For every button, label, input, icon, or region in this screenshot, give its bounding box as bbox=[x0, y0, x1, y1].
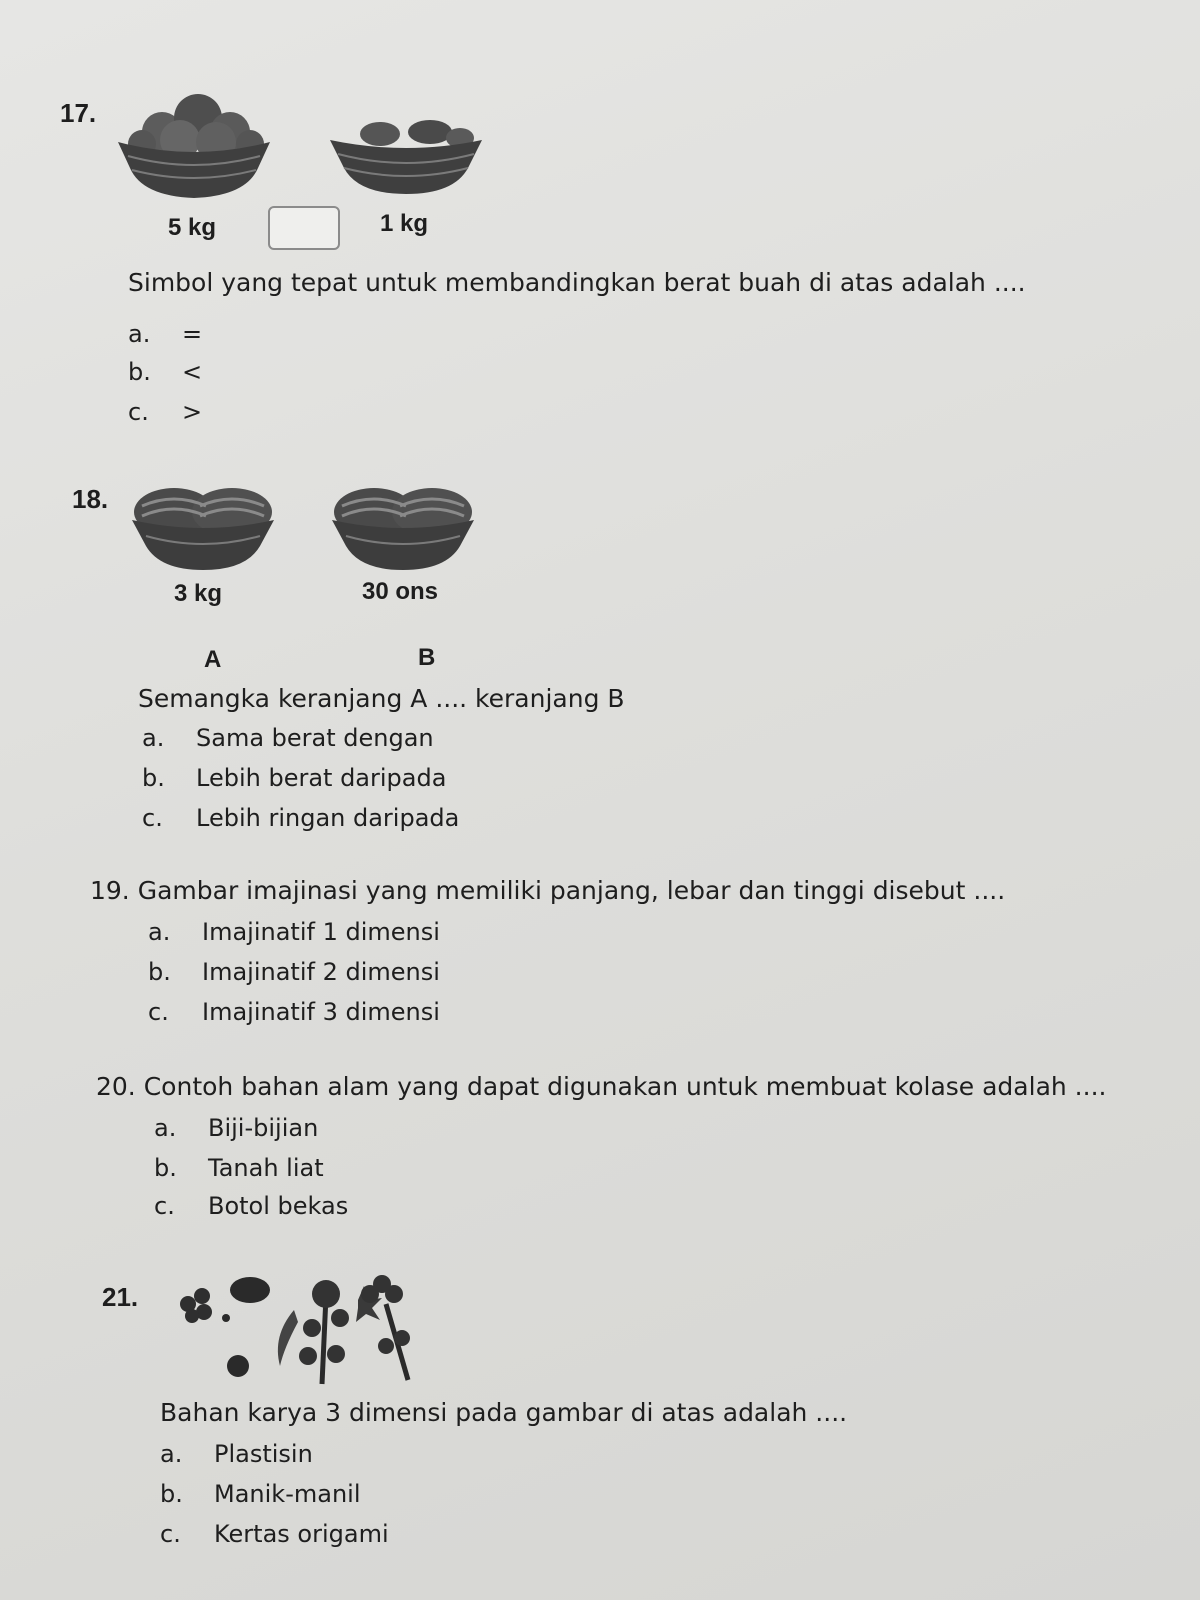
option-letter: a. bbox=[154, 1114, 177, 1142]
question-17-prompt: Simbol yang tepat untuk membandingkan berat buah di atas adalah .... bbox=[128, 268, 1026, 297]
question-17-option-b[interactable] bbox=[128, 358, 202, 386]
option-text: Imajinatif 3 dimensi bbox=[202, 998, 440, 1026]
option-text: Plastisin bbox=[214, 1440, 313, 1468]
basket-b-weight: 30 ons bbox=[362, 578, 439, 605]
question-18-option-a[interactable] bbox=[142, 724, 434, 752]
basket-weight-left: 5 kg bbox=[168, 214, 217, 241]
basket-a-weight: 3 kg bbox=[174, 580, 223, 607]
option-letter: c. bbox=[154, 1192, 175, 1220]
option-letter: c. bbox=[160, 1520, 181, 1548]
option-letter: a. bbox=[160, 1440, 183, 1468]
question-21-option-c[interactable] bbox=[160, 1520, 389, 1548]
question-18-prompt: Semangka keranjang A .... keranjang B bbox=[138, 684, 625, 713]
basket-b-letter: B bbox=[418, 644, 436, 671]
question-21-number: 21. bbox=[102, 1282, 139, 1312]
question-20-option-a[interactable] bbox=[154, 1114, 318, 1142]
question-19-prompt-row bbox=[90, 876, 1005, 905]
question-18-option-b[interactable] bbox=[142, 764, 446, 792]
option-letter: b. bbox=[128, 358, 151, 386]
question-20-prompt: Contoh bahan alam yang dapat digunakan untuk membuat kolase adalah .... bbox=[143, 1072, 1107, 1101]
option-letter: a. bbox=[142, 724, 165, 752]
plasticine-craft-icon bbox=[176, 1276, 422, 1388]
fruit-basket-full-icon bbox=[118, 88, 270, 200]
comparison-answer-box[interactable] bbox=[268, 206, 340, 250]
option-letter: a. bbox=[128, 320, 151, 348]
question-21-option-b[interactable] bbox=[160, 1480, 360, 1508]
option-letter: b. bbox=[148, 958, 171, 986]
basket-a-letter: A bbox=[204, 646, 222, 673]
option-text: Biji-bijian bbox=[208, 1114, 319, 1142]
question-19-option-c[interactable] bbox=[148, 998, 440, 1026]
option-letter: b. bbox=[154, 1154, 177, 1182]
option-text: Imajinatif 2 dimensi bbox=[202, 958, 440, 986]
question-21-prompt: Bahan karya 3 dimensi pada gambar di atas adalah .... bbox=[160, 1398, 848, 1427]
watermelon-basket-b-icon bbox=[332, 484, 474, 570]
option-text: Tanah liat bbox=[208, 1154, 324, 1182]
option-text: < bbox=[182, 358, 203, 386]
question-21-option-a[interactable] bbox=[160, 1440, 313, 1468]
question-19-number: 19. bbox=[90, 876, 130, 905]
fruit-basket-small-icon bbox=[330, 116, 482, 196]
watermelon-basket-a-icon bbox=[132, 484, 274, 570]
question-17-option-c[interactable] bbox=[128, 398, 202, 426]
option-letter: c. bbox=[142, 804, 163, 832]
question-20-prompt-row bbox=[96, 1072, 1106, 1101]
option-text: Manik-manil bbox=[214, 1480, 361, 1508]
option-letter: b. bbox=[142, 764, 165, 792]
question-20-option-c[interactable] bbox=[154, 1192, 348, 1220]
option-text: = bbox=[182, 320, 203, 348]
option-letter: c. bbox=[148, 998, 169, 1026]
option-letter: c. bbox=[128, 398, 149, 426]
option-text: Kertas origami bbox=[214, 1520, 389, 1548]
option-text: Lebih berat daripada bbox=[196, 764, 447, 792]
basket-weight-right: 1 kg bbox=[380, 210, 429, 237]
question-18-number: 18. bbox=[72, 484, 109, 514]
option-text: Sama berat dengan bbox=[196, 724, 434, 752]
option-text: Botol bekas bbox=[208, 1192, 349, 1220]
option-text: Imajinatif 1 dimensi bbox=[202, 918, 440, 946]
option-text: Lebih ringan daripada bbox=[196, 804, 460, 832]
question-17-number: 17. bbox=[60, 98, 97, 128]
question-19-option-a[interactable] bbox=[148, 918, 440, 946]
option-letter: b. bbox=[160, 1480, 183, 1508]
question-17-option-a[interactable] bbox=[128, 320, 202, 348]
question-20-number: 20. bbox=[96, 1072, 136, 1101]
option-letter: a. bbox=[148, 918, 171, 946]
question-19-prompt: Gambar imajinasi yang memiliki panjang, lebar dan tinggi disebut .... bbox=[137, 876, 1006, 905]
question-19-option-b[interactable] bbox=[148, 958, 440, 986]
question-20-option-b[interactable] bbox=[154, 1154, 324, 1182]
question-18-option-c[interactable] bbox=[142, 804, 459, 832]
option-text: > bbox=[182, 398, 203, 426]
